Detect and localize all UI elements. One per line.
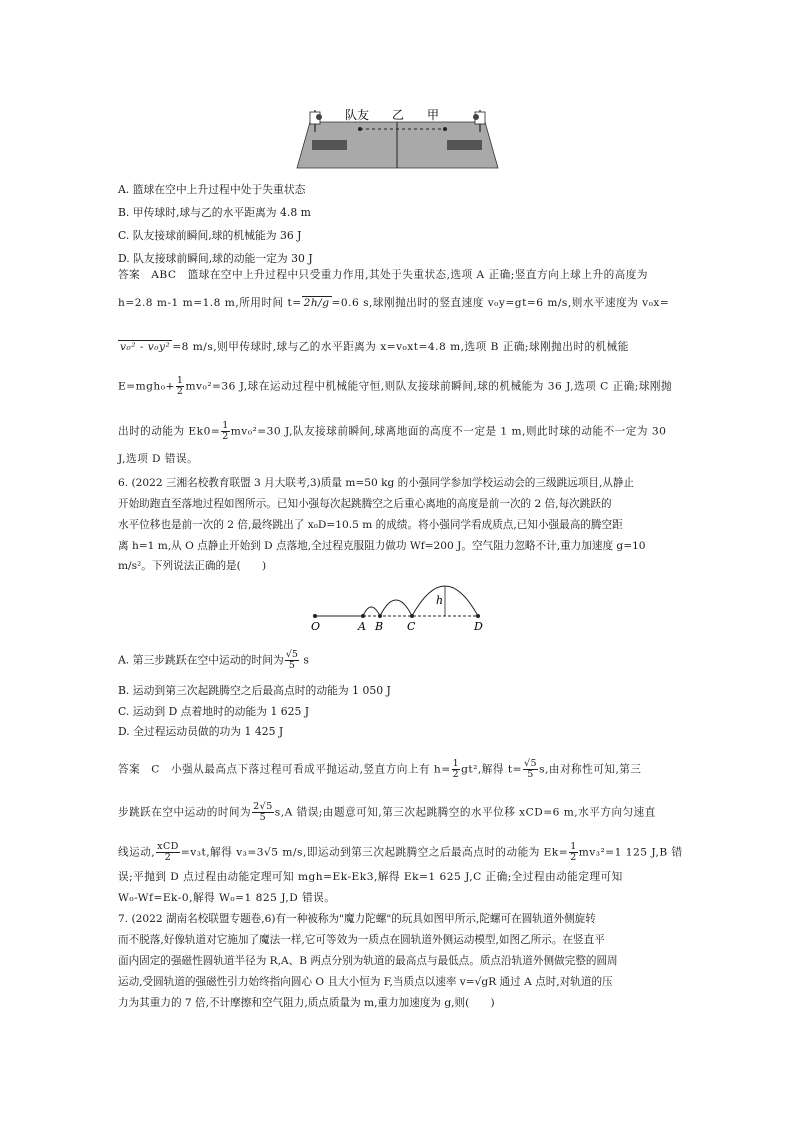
q6-answer-text: s,A 错误;由题意可知,第三次起跳腾空的水平位移 xCD=6 m,水平方向匀速直 <box>274 806 656 819</box>
q5-answer-text: h=2.8 m-1 m=1.8 m,所用时间 t= <box>118 297 302 309</box>
point-a: A <box>358 620 366 633</box>
q6-answer-text: mv₃²=1 125 J,B 错 <box>578 846 683 859</box>
q6-answer-text: =v₃t,解得 v₃=3√5 m/s,即运动到第三次起跳腾空之后最高点时的动能为 Ek= <box>180 846 569 859</box>
fraction: $\frac{1}{2}$ <box>570 841 577 863</box>
q5-answer-line-2 <box>118 296 669 310</box>
q6-answer-text: gt²,解得 t= <box>461 763 522 776</box>
q6-answer-line-3 <box>118 842 683 863</box>
fraction: $\frac{√5}{5}$ <box>285 649 298 671</box>
q6-option-d: D. 全过程运动员做的功为 1 425 J <box>118 725 284 738</box>
q5-answer-line-1: 答案 ABC 篮球在空中上升过程中只受重力作用,其处于失重状态,选项 A 正确;竖直方向上球上升的高度为 <box>118 269 648 281</box>
q7-stem-line-2: 而不脱落,好像轨道对它施加了魔法一样,它可等效为一质点在圆轨道外侧运动模型,如图乙所示。在竖直平 <box>118 934 605 946</box>
q7-stem-line-5: 力为其重力的 7 倍,不计摩擦和空气阻力,质点质量为 m,重力加速度为 g,则( ) <box>118 997 495 1009</box>
q5-answer-line-4 <box>118 376 672 397</box>
point-o: O <box>311 620 321 633</box>
q6-answer-text: s,由对称性可知,第三 <box>539 763 642 776</box>
q6-stem-line-4: 离 h=1 m,从 O 点静止开始到 D 点落地,全过程克服阻力做功 Wf=200 J。空气阻力忽略不计,重力加速度 g=10 <box>118 540 646 552</box>
height-h: h <box>436 594 444 607</box>
q5-option-b: B. 甲传球时,球与乙的水平距离为 4.8 m <box>118 206 311 219</box>
q5-answer-text: =0.6 s,球刚抛出时的竖直速度 v₀y=gt=6 m/s,则水平速度为 v₀x= <box>331 297 670 309</box>
q5-answer-text: 出时的动能为 Ek0= <box>118 425 221 438</box>
q6-answer-line-1 <box>118 759 642 780</box>
fraction: $\frac{1}{2}$ <box>222 420 229 442</box>
sqrt-velocity: v₀² - v₀y² <box>120 341 171 353</box>
q7-stem-line-1: 7. (2022 湖南名校联盟专题卷,6)有一种被称为"魔力陀螺"的玩具如图甲所示,陀螺可在圆轨道外侧旋转 <box>118 913 596 925</box>
unit: s <box>303 653 309 667</box>
q6-answer-line-2 <box>118 802 656 823</box>
q6-answer-text: 答案 C 小强从最高点下落过程可看成平抛运动,竖直方向上有 h= <box>118 763 451 776</box>
q5-answer-line-6: J,选项 D 错误。 <box>118 453 199 465</box>
sqrt-2h-over-g: 2h/g <box>303 297 330 309</box>
q5-answer-text: mv₀²=30 J,队友接球前瞬间,球离地面的高度不一定是 1 m,则此时球的动能不一定为 30 <box>230 425 667 438</box>
q6-stem-line-2: 开始助跑直至落地过程如图所示。已知小强每次起跳腾空之后重心离地的高度是前一次的 2 倍,每次跳跃的 <box>118 498 612 510</box>
q6-stem-line-5: m/s²。下列说法正确的是( ) <box>118 560 267 572</box>
point-c: C <box>407 620 416 633</box>
q6-stem-line-1: 6. (2022 三湘名校教育联盟 3 月大联考,3)质量 m=50 kg 的小强同学参加学校运动会的三级跳远项目,从静止 <box>118 477 635 489</box>
q5-answer-line-3 <box>118 340 629 354</box>
q6-answer-text: 步跳跃在空中运动的时间为 <box>118 806 252 819</box>
label-jia: 甲 <box>427 108 440 122</box>
q7-stem-line-4: 运动,受圆轨道的强磁性引力始终指向圆心 O 且大小恒为 F,当质点以速率 v=√gR 通过 A 点时,对轨道的压 <box>118 976 613 988</box>
point-d: D <box>474 620 483 633</box>
fraction: $\frac{√5}{5}$ <box>523 758 538 780</box>
q5-answer-text: =8 m/s,则甲传球时,球与乙的水平距离为 x=v₀xt=4.8 m,选项 B 正确;球刚抛出时的机械能 <box>172 341 629 353</box>
fraction: $\frac{1}{2}$ <box>452 758 460 780</box>
q6-option-text: A. 第三步跳跃在空中运动的时间为 <box>118 653 284 667</box>
label-yi: 乙 <box>392 108 405 122</box>
q6-option-b: B. 运动到第三次起跳腾空之后最高点时的动能为 1 050 J <box>118 684 391 697</box>
q6-answer-line-5: W₀-Wf=Ek-0,解得 W₀=1 825 J,D 错误。 <box>118 892 336 904</box>
label-teammate: 队友 <box>345 108 370 122</box>
q6-option-c: C. 运动到 D 点着地时的动能为 1 625 J <box>118 705 310 718</box>
fraction: $\frac{1}{2}$ <box>176 375 184 397</box>
q6-answer-text: 线运动, <box>118 846 156 859</box>
q6-answer-line-4: 误;平抛到 D 点过程由动能定理可知 mgh=Ek-Ek3,解得 Ek=1 625 J,C 正确;全过程由动能定理可知 <box>118 871 623 883</box>
triple-jump-figure <box>305 578 500 633</box>
q7-stem-line-3: 面内固定的强磁性圆轨道半径为 R,A、B 两点分别为轨道的最高点与最低点。质点沿轨道外侧做完整的圆周 <box>118 955 618 967</box>
q5-answer-text: E=mgh₀+ <box>118 380 175 393</box>
point-b: B <box>375 620 384 633</box>
basketball-court-figure <box>290 100 505 170</box>
q5-option-d: D. 队友接球前瞬间,球的动能一定为 30 J <box>118 252 313 265</box>
q5-answer-text: mv₀²=36 J,球在运动过程中机械能守恒,则队友接球前瞬间,球的机械能为 36 J,选项 C 正确;球刚抛 <box>185 380 673 393</box>
q5-option-c: C. 队友接球前瞬间,球的机械能为 36 J <box>118 229 302 242</box>
q6-stem-line-3: 水平位移也是前一次的 2 倍,最终跳出了 x₀D=10.5 m 的成绩。将小强同学看成质点,已知小强最高的腾空距 <box>118 519 623 531</box>
fraction: $\frac{2√5}{5}$ <box>253 801 273 823</box>
q5-option-a: A. 篮球在空中上升过程中处于失重状态 <box>118 183 306 196</box>
fraction: $\frac{\text{xCD}}{2}$ <box>157 841 179 863</box>
q5-answer-line-5 <box>118 421 666 442</box>
q6-option-a <box>118 650 309 671</box>
